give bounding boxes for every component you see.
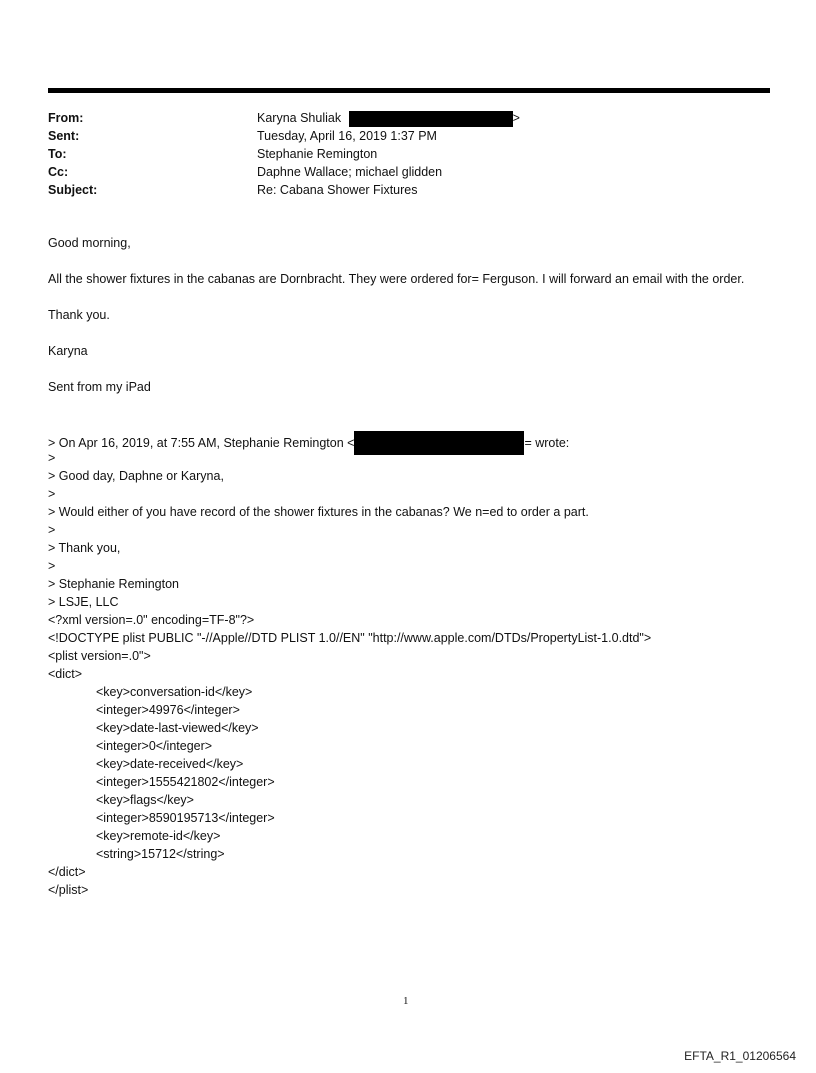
paragraph: Karyna xyxy=(48,344,88,358)
quote-intro xyxy=(48,431,651,449)
from-suffix: > xyxy=(512,111,520,125)
email-body xyxy=(48,234,770,414)
subject-value: Re: Cabana Shower Fixtures xyxy=(257,183,418,197)
from-label: From: xyxy=(48,111,84,125)
plist-dict-line: <integer>8590195713</integer> xyxy=(96,811,275,825)
paragraph: Thank you. xyxy=(48,308,110,322)
plist-dict-line: <key>date-received</key> xyxy=(96,757,244,771)
plist-dict-line: <key>remote-id</key> xyxy=(96,829,221,843)
quote-line: > Would either of you have record of the shower fixtures in the cabanas? We n=ed to order a part. xyxy=(48,505,589,519)
plist-dict-line: <key>conversation-id</key> xyxy=(96,685,253,699)
to-label: To: xyxy=(48,147,67,161)
plist-dict-line: <key>date-last-viewed</key> xyxy=(96,721,259,735)
plist-dict-line: <key>flags</key> xyxy=(96,793,194,807)
plist-dict-line: <integer>49976</integer> xyxy=(96,703,240,717)
quoted-message xyxy=(48,431,651,899)
quote-line: <dict> xyxy=(48,667,83,681)
quote-line: <!DOCTYPE plist PUBLIC "-//Apple//DTD PLIST 1.0//EN" "http://www.apple.com/DTDs/PropertyList-1.0.dtd"> xyxy=(48,631,652,645)
sent-label: Sent: xyxy=(48,129,80,143)
redaction-box xyxy=(354,431,524,455)
cc-value: Daphne Wallace; michael glidden xyxy=(257,165,443,179)
quote-intro-suffix: = wrote: xyxy=(524,436,570,450)
quote-line: > xyxy=(48,451,56,465)
paragraph: Good morning, xyxy=(48,236,131,250)
quote-line: <plist version=.0"> xyxy=(48,649,151,663)
bates-number: EFTA_R1_01206564 xyxy=(684,1049,796,1063)
redaction-box xyxy=(349,111,513,127)
plist-dict-line: <integer>1555421802</integer> xyxy=(96,775,275,789)
quote-line: > Thank you, xyxy=(48,541,121,555)
quote-line: </plist> xyxy=(48,883,89,897)
subject-label: Subject: xyxy=(48,183,98,197)
cc-label: Cc: xyxy=(48,165,69,179)
quote-line: </dict> xyxy=(48,865,86,879)
paragraph: Sent from my iPad xyxy=(48,380,151,394)
quote-line: > Stephanie Remington xyxy=(48,577,179,591)
paragraph: All the shower fixtures in the cabanas are Dornbracht. They were ordered for= Ferguson. I will forward an email with the order. xyxy=(48,272,745,286)
sent-value: Tuesday, April 16, 2019 1:37 PM xyxy=(257,129,437,143)
quote-intro-text: > On Apr 16, 2019, at 7:55 AM, Stephanie Remington < xyxy=(48,436,355,450)
plist-dict-line: <integer>0</integer> xyxy=(96,739,213,753)
to-value: Stephanie Remington xyxy=(257,147,378,161)
plist-dict-line: <string>15712</string> xyxy=(96,847,225,861)
quote-line: > xyxy=(48,559,56,573)
quote-line: > xyxy=(48,487,56,501)
quote-line: > Good day, Daphne or Karyna, xyxy=(48,469,224,483)
quote-line: > xyxy=(48,523,56,537)
header-rule xyxy=(48,88,770,93)
page-number: 1 xyxy=(403,995,409,1007)
quote-line: > LSJE, LLC xyxy=(48,595,119,609)
quote-line: <?xml version=.0" encoding=TF-8"?> xyxy=(48,613,255,627)
from-value: Karyna Shuliak xyxy=(257,111,342,125)
